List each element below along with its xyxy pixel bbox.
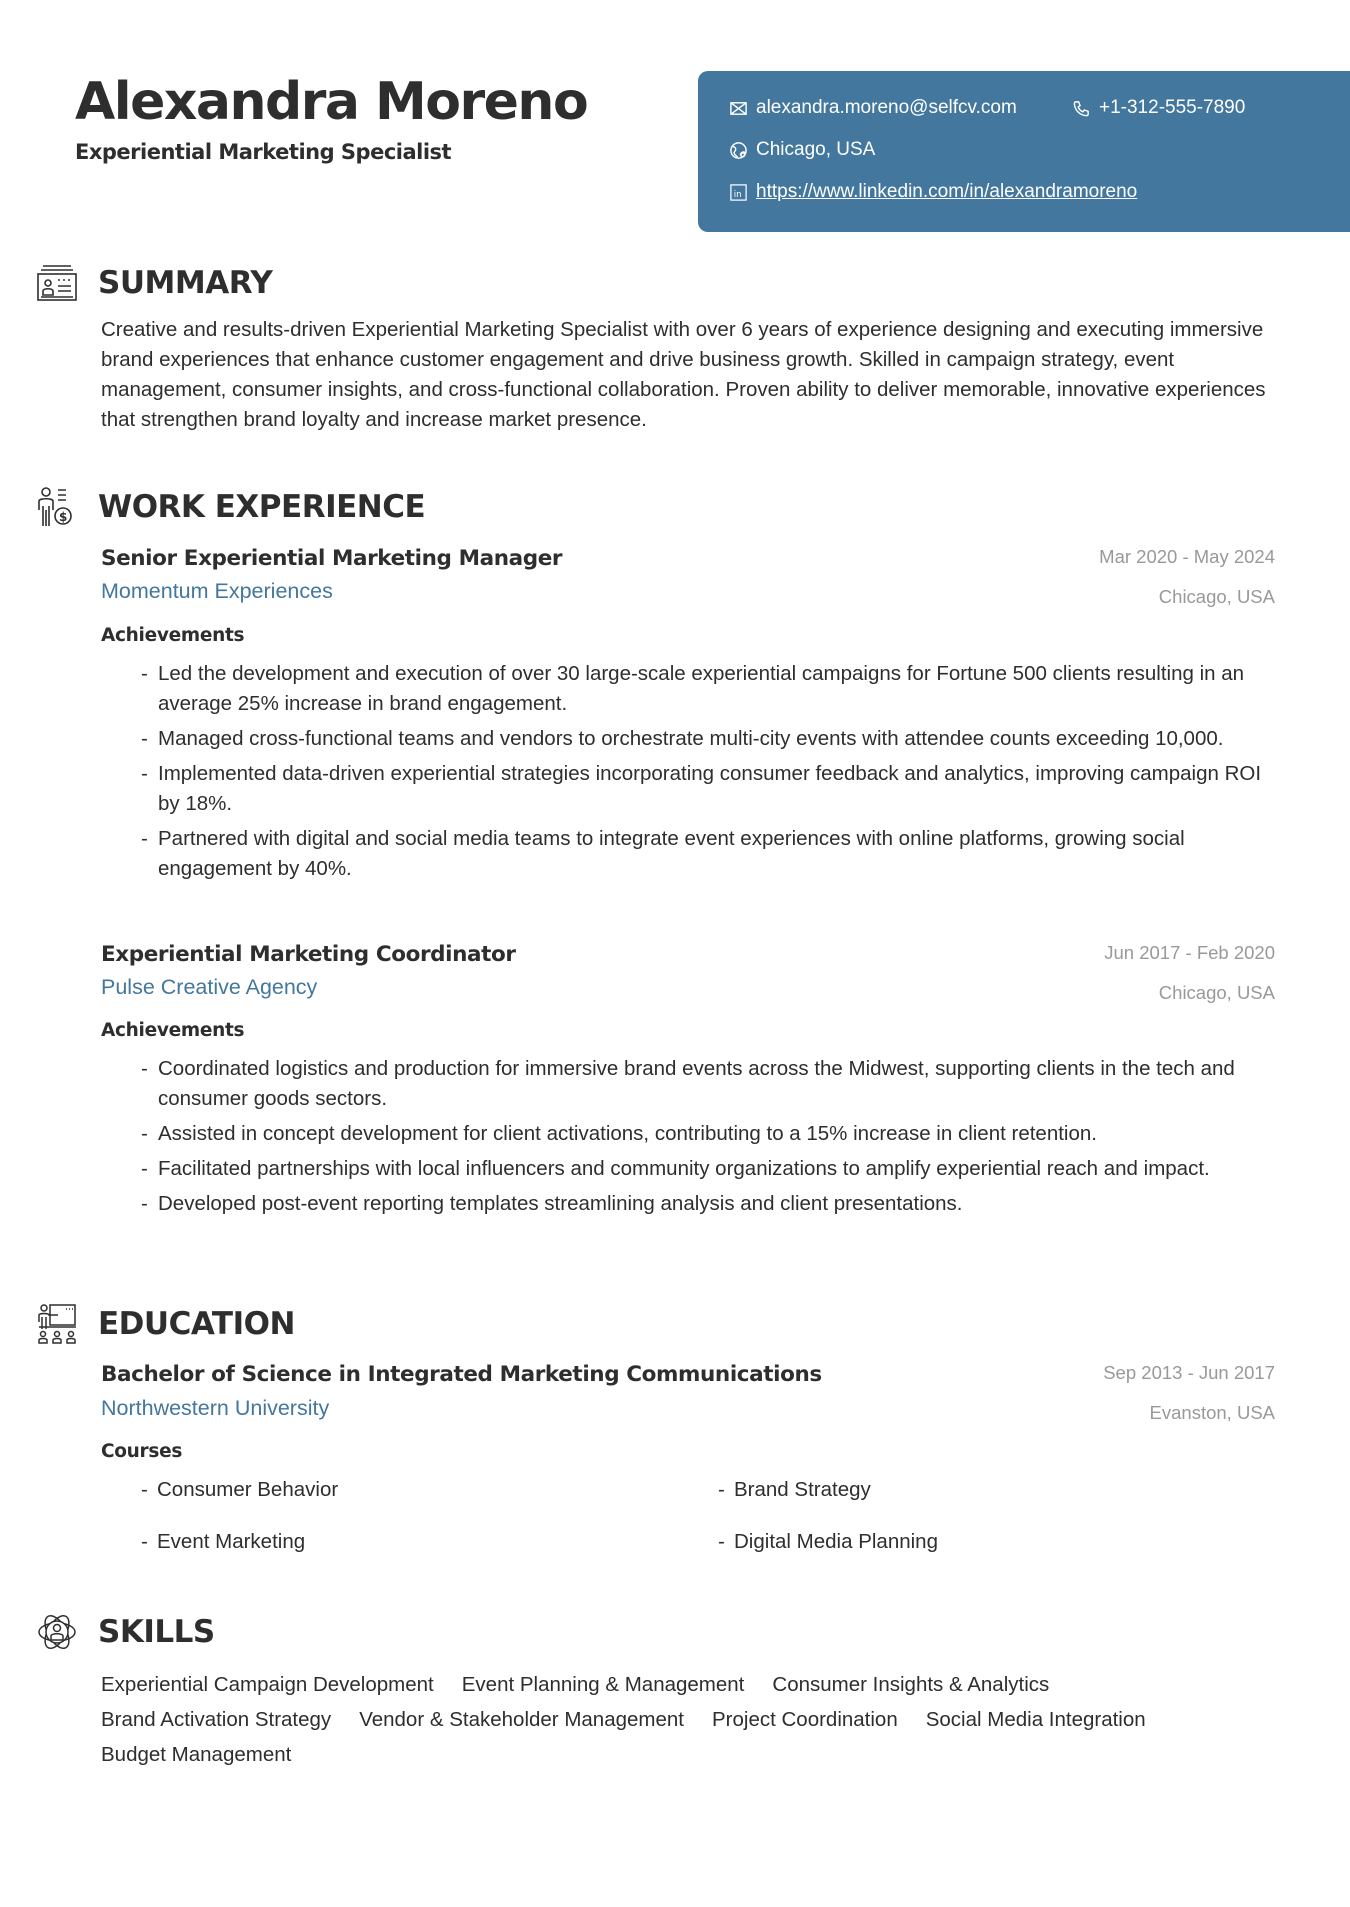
achievements-list <box>141 659 1281 889</box>
location-text: Chicago, USA <box>756 139 876 160</box>
courses-list <box>141 1475 1141 1557</box>
list-item: - Led the development and execution of over 30 large-scale experiential campaigns for Fortune 500 clients resulting in an average 25% increase in brand engagement. <box>141 659 1281 719</box>
resume-header <box>75 70 587 164</box>
experience-title: WORK EXPERIENCE <box>98 489 426 525</box>
skills-section-header <box>36 1611 215 1653</box>
list-item: - Facilitated partnerships with local influencers and community organizations to amplify experiential reach and impact. <box>141 1154 1281 1184</box>
phone-icon <box>1071 98 1091 118</box>
person-salary-icon <box>36 486 78 528</box>
skill-item: Project Coordination <box>711 1708 898 1731</box>
job-dates: Mar 2020 - May 2024 <box>1099 546 1275 567</box>
network-person-icon <box>36 1611 78 1653</box>
course-item: - Consumer Behavior <box>141 1475 718 1505</box>
courses-label: Courses <box>101 1441 183 1462</box>
education-location: Evanston, USA <box>1149 1402 1275 1423</box>
email-text: alexandra.moreno@selfcv.com <box>756 97 1017 118</box>
job-title: Senior Experiential Marketing Manager <box>101 546 563 571</box>
achievements-label: Achievements <box>101 1020 245 1041</box>
education-dates: Sep 2013 - Jun 2017 <box>1103 1362 1275 1383</box>
achievements-label: Achievements <box>101 625 245 646</box>
contact-linkedin[interactable] <box>728 181 1137 203</box>
job-location: Chicago, USA <box>1158 586 1275 607</box>
skill-item: Budget Management <box>101 1743 292 1766</box>
skill-item: Vendor & Stakeholder Management <box>359 1708 684 1731</box>
contact-phone[interactable] <box>1071 97 1245 119</box>
summary-text: Creative and results-driven Experiential Marketing Specialist with over 6 years of experience designing and executing immersive brand experiences that enhance customer engagement and drive business growth. Skilled in campaign strategy, event management, consumer insights, and cross-functional collaboration. Proven ability to deliver memorable, innovative experiences that strengthen brand loyalty and increase market presence. <box>101 318 1266 431</box>
candidate-name: Alexandra Moreno <box>75 72 588 132</box>
candidate-role: Experiential Marketing Specialist <box>75 140 452 164</box>
phone-text: +1-312-555-7890 <box>1099 97 1246 118</box>
skill-item: Brand Activation Strategy <box>101 1708 332 1731</box>
skills-list <box>101 1670 1301 1770</box>
svg-text:in: in <box>733 189 742 200</box>
list-item: - Managed cross-functional teams and vendors to orchestrate multi-city events with attendee counts exceeding 10,000. <box>141 724 1281 754</box>
job-dates: Jun 2017 - Feb 2020 <box>1104 942 1275 963</box>
contact-email[interactable] <box>728 97 1017 119</box>
school-name: Northwestern University <box>101 1396 330 1420</box>
job-title: Experiential Marketing Coordinator <box>101 942 516 967</box>
education-section-header <box>36 1303 295 1345</box>
list-item: - Partnered with digital and social media teams to integrate event experiences with online platforms, growing social engagement by 40%. <box>141 824 1281 884</box>
experience-section-header <box>36 486 425 528</box>
summary-title: SUMMARY <box>98 265 273 301</box>
contact-panel <box>698 71 1350 232</box>
linkedin-icon <box>728 182 748 202</box>
contact-location <box>728 139 875 161</box>
envelope-icon <box>728 98 748 118</box>
skill-item: Consumer Insights & Analytics <box>772 1673 1050 1696</box>
svg-text:$: $ <box>59 510 68 524</box>
job-company: Momentum Experiences <box>101 579 333 603</box>
course-item: - Event Marketing <box>141 1527 718 1557</box>
list-item: - Coordinated logistics and production for immersive brand events across the Midwest, supporting clients in the tech and consumer goods sectors. <box>141 1054 1281 1114</box>
globe-icon <box>728 140 748 160</box>
skill-item: Social Media Integration <box>925 1708 1146 1731</box>
list-item: - Assisted in concept development for client activations, contributing to a 15% increase in client retention. <box>141 1119 1281 1149</box>
list-item: - Implemented data-driven experiential strategies incorporating consumer feedback and analytics, improving campaign ROI by 18%. <box>141 759 1281 819</box>
linkedin-link[interactable]: https://www.linkedin.com/in/alexandramoreno <box>756 181 1138 202</box>
skills-title: SKILLS <box>98 1614 215 1650</box>
id-card-icon <box>36 262 78 304</box>
course-item: - Digital Media Planning <box>718 1527 1118 1557</box>
skill-item: Event Planning & Management <box>461 1673 745 1696</box>
degree-title: Bachelor of Science in Integrated Marketing Communications <box>101 1362 822 1387</box>
skill-item: Experiential Campaign Development <box>101 1673 434 1696</box>
course-item: - Brand Strategy <box>718 1475 1118 1505</box>
job-company: Pulse Creative Agency <box>101 975 318 999</box>
achievements-list <box>141 1054 1281 1224</box>
job-location: Chicago, USA <box>1158 982 1275 1003</box>
list-item: - Developed post-event reporting templates streamlining analysis and client presentations. <box>141 1189 1281 1219</box>
summary-section-header <box>36 262 272 304</box>
education-title: EDUCATION <box>98 1306 295 1342</box>
teacher-class-icon <box>36 1303 78 1345</box>
